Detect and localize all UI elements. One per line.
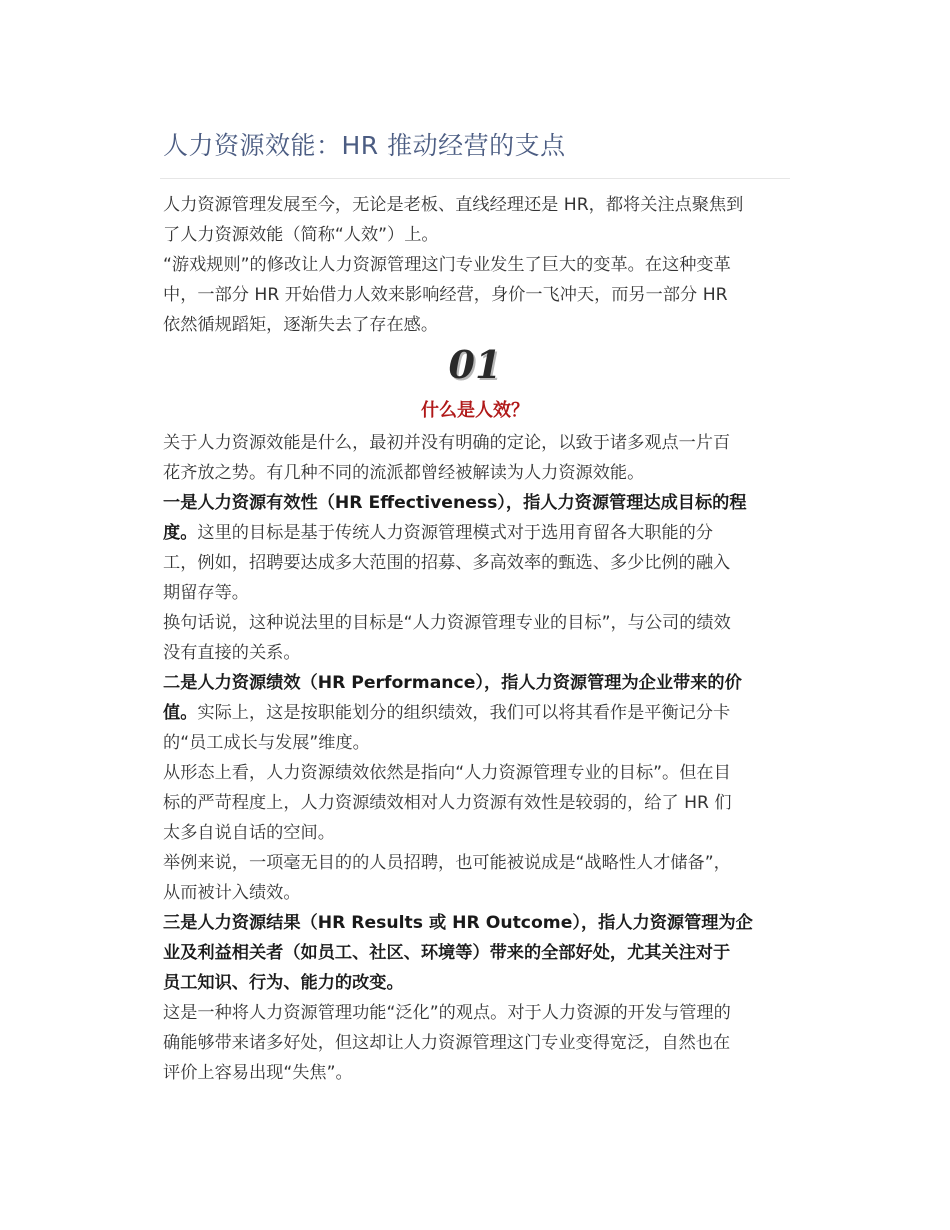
bold-fragment: 度。 <box>163 523 198 543</box>
article-title: 人力资源效能：HR 推动经营的支点 <box>163 131 566 160</box>
intro-line: 依然循规蹈矩，逐渐失去了存在感。 <box>163 315 439 335</box>
paragraph-line <box>163 518 713 548</box>
intro-line: “游戏规则”的修改让人力资源管理这门专业发生了巨大的变革。在这种变革 <box>163 255 731 275</box>
paragraph-line: 关于人力资源效能是什么，最初并没有明确的定论，以致于诸多观点一片百 <box>163 433 731 453</box>
intro-line: 中，一部分 HR 开始借力人效来影响经营，身价一飞冲天，而另一部分 HR <box>163 285 728 305</box>
intro-line: 了人力资源效能（简称“人效”）上。 <box>163 225 439 245</box>
section-number: 01 <box>448 342 502 387</box>
paragraph-line <box>163 698 730 728</box>
intro-line: 人力资源管理发展至今，无论是老板、直线经理还是 HR，都将关注点聚焦到 <box>163 195 744 215</box>
bold-point-line: 业及利益相关者（如员工、社区、环境等）带来的全部好处，尤其关注对于 <box>163 943 731 963</box>
bold-point-line: 一是人力资源有效性（HR Effectiveness），指人力资源管理达成目标的程 <box>163 493 747 513</box>
paragraph-line: 这是一种将人力资源管理功能“泛化”的观点。对于人力资源的开发与管理的 <box>163 1003 731 1023</box>
paragraph-line: 换句话说，这种说法里的目标是“人力资源管理专业的目标”，与公司的绩效 <box>163 613 731 633</box>
title-divider <box>160 178 790 179</box>
bold-point-line: 二是人力资源绩效（HR Performance），指人力资源管理为企业带来的价 <box>163 673 742 693</box>
text-fragment: 实际上，这是按职能划分的组织绩效，我们可以将其看作是平衡记分卡 <box>197 703 731 723</box>
paragraph-line: 确能够带来诸多好处，但这却让人力资源管理这门专业变得宽泛，自然也在 <box>163 1033 731 1053</box>
bold-point-line: 三是人力资源结果（HR Results 或 HR Outcome），指人力资源管理为企 <box>163 913 753 933</box>
text-fragment: 这里的目标是基于传统人力资源管理模式对于选用育留各大职能的分 <box>197 523 714 543</box>
paragraph-line: 举例来说，一项毫无目的的人员招聘，也可能被说成是“战略性人才储备”， <box>163 853 731 873</box>
paragraph-line: 期留存等。 <box>163 583 249 603</box>
paragraph-line: 工，例如，招聘要达成多大范围的招募、多高效率的甄选、多少比例的融入 <box>163 553 731 573</box>
paragraph-line: 从形态上看，人力资源绩效依然是指向“人力资源管理专业的目标”。但在目 <box>163 763 731 783</box>
paragraph-line: 从而被计入绩效。 <box>163 883 301 903</box>
paragraph-line: 没有直接的关系。 <box>163 643 301 663</box>
paragraph-line: 太多自说自话的空间。 <box>163 823 335 843</box>
section-heading: 什么是人效？ <box>421 400 529 421</box>
paragraph-line: 评价上容易出现“失焦”。 <box>163 1063 353 1083</box>
paragraph-line: 花齐放之势。有几种不同的流派都曾经被解读为人力资源效能。 <box>163 463 645 483</box>
paragraph-line: 标的严苛程度上，人力资源绩效相对人力资源有效性是较弱的，给了 HR 们 <box>163 793 732 813</box>
bold-fragment: 值。 <box>163 703 198 723</box>
bold-point-line: 员工知识、行为、能力的改变。 <box>163 973 404 993</box>
paragraph-line: 的“员工成长与发展”维度。 <box>163 733 370 753</box>
